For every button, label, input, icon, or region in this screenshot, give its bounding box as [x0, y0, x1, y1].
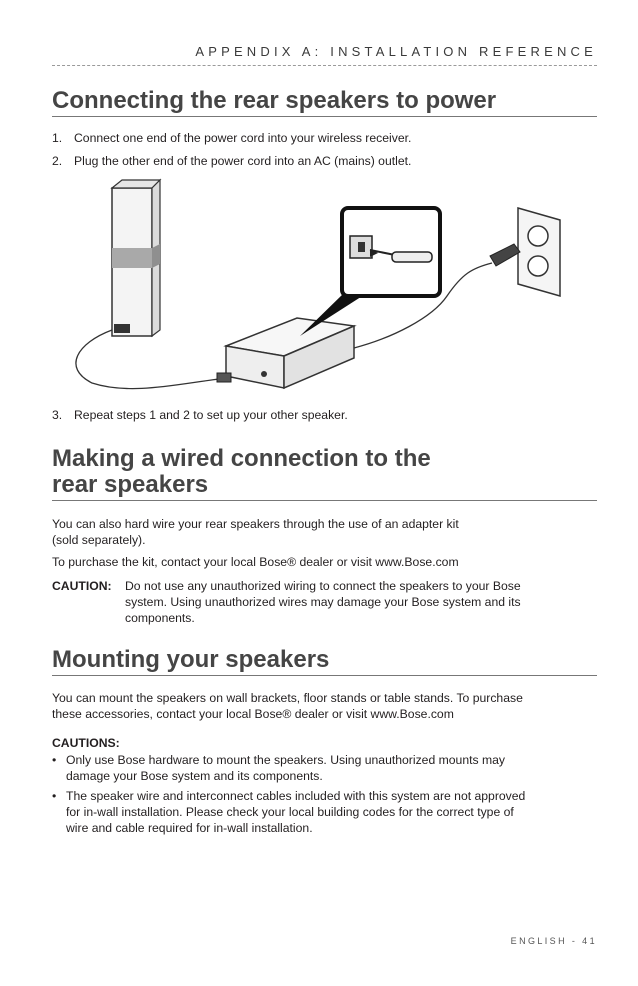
bullet2-line3: wire and cable required for in-wall installation.: [66, 821, 313, 835]
bullet-icon: •: [52, 789, 57, 803]
step-3-number: 3.: [52, 408, 63, 422]
caution-line1: Do not use any unauthorized wiring to connect the speakers to your Bose: [125, 579, 521, 593]
receiver-plug-icon: [217, 373, 231, 382]
bullet1-line1: Only use Bose hardware to mount the speakers. Using unauthorized mounts may: [66, 753, 505, 767]
step-1-number: 1.: [52, 131, 63, 145]
zoom-callout-icon: [342, 208, 440, 296]
heading-wired-connection: [52, 446, 597, 501]
speaker-icon: [112, 180, 160, 336]
cautions-label: CAUTIONS:: [52, 736, 120, 750]
purchase-kit-paragraph: To purchase the kit, contact your local Bose® dealer or visit www.Bose.com: [52, 555, 459, 569]
heading-wired-line1: Making a wired connection to the: [52, 445, 431, 472]
caution-block: [52, 578, 597, 626]
mounting-paragraph: [52, 690, 597, 722]
heading-connecting-power: Connecting the rear speakers to power: [52, 88, 597, 117]
caution-bullet-2-text: [52, 788, 597, 836]
heading-wired-line2: rear speakers: [52, 471, 209, 498]
ac-plug-icon: [490, 244, 520, 266]
adapter-kit-line2: (sold separately).: [52, 533, 146, 547]
bullet-icon: •: [52, 753, 57, 767]
step-2: [52, 153, 597, 169]
mounting-line1: You can mount the speakers on wall brackets, floor stands or table stands. To purchase: [52, 691, 523, 705]
caution-bullet-1-text: [52, 752, 597, 784]
heading-mounting-speakers: Mounting your speakers: [52, 647, 597, 676]
caution-bullet-1: [52, 752, 597, 784]
bullet2-line1: The speaker wire and interconnect cables included with this system are not approved: [66, 789, 526, 803]
speaker-cable: [76, 330, 227, 389]
mounting-line2: these accessories, contact your local Bose® dealer or visit www.Bose.com: [52, 707, 454, 721]
bullet2-line2: for in-wall installation. Please check your local building codes for the correct type of: [66, 805, 514, 819]
bullet1-line2: damage your Bose system and its components.: [66, 769, 323, 783]
wireless-receiver-icon: [226, 318, 354, 388]
caution-bullet-2: [52, 788, 597, 836]
page-footer: ENGLISH - 41: [510, 936, 597, 946]
adapter-kit-line1: You can also hard wire your rear speakers through the use of an adapter kit: [52, 517, 459, 531]
step-3-text: Repeat steps 1 and 2 to set up your other speaker.: [74, 408, 348, 422]
step-1: [52, 130, 597, 146]
ac-outlet-icon: [518, 208, 560, 296]
caution-text: [125, 578, 597, 626]
caution-label: CAUTION:: [52, 579, 112, 593]
step-2-text: Plug the other end of the power cord into an AC (mains) outlet.: [74, 154, 412, 168]
page-header: APPENDIX A: INSTALLATION REFERENCE: [195, 44, 597, 59]
speaker-receiver-power-illustration: [52, 178, 572, 398]
header-divider: [52, 65, 597, 66]
caution-line2: system. Using unauthorized wires may damage your Bose system and its: [125, 595, 521, 609]
adapter-kit-paragraph: [52, 516, 597, 548]
step-3: [52, 407, 597, 423]
step-1-text: Connect one end of the power cord into your wireless receiver.: [74, 131, 412, 145]
step-2-number: 2.: [52, 154, 63, 168]
caution-line3: components.: [125, 611, 195, 625]
